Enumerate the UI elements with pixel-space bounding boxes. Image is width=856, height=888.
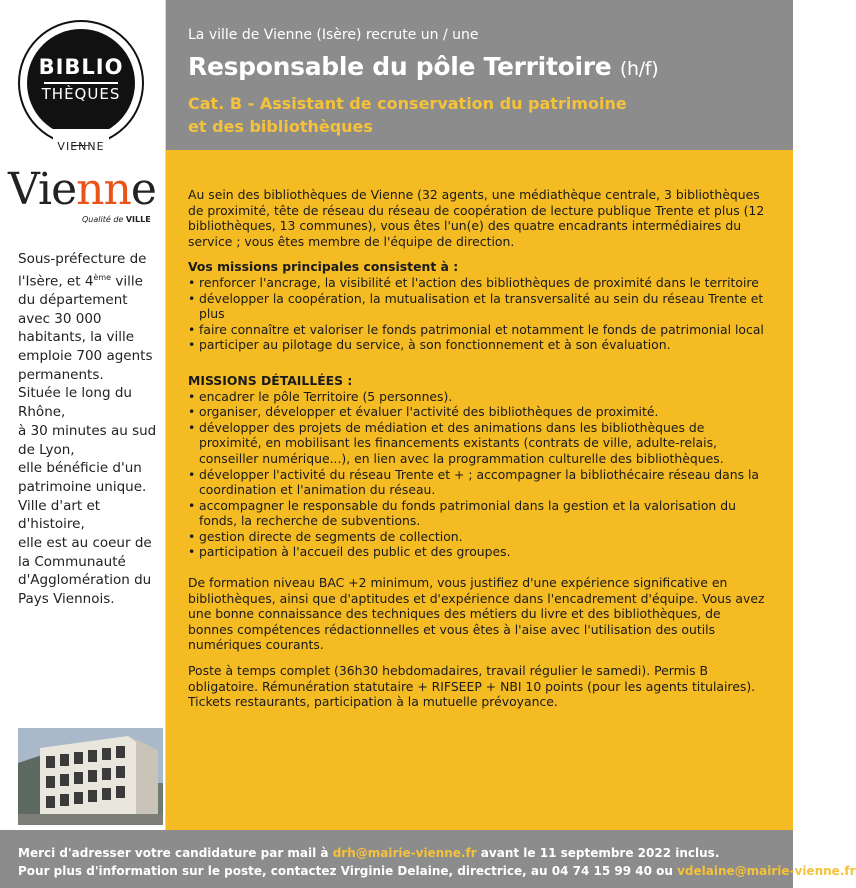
city-desc-2: ville du département avec 30 000 habitants, la ville emploie 700 agents permanents. <box>18 273 153 383</box>
detail-item: • organiser, développer et évaluer l'activité des bibliothèques de proximité. <box>188 404 766 420</box>
city-desc-4: à 30 minutes au sud de Lyon, <box>18 422 157 458</box>
intro-paragraph: Au sein des bibliothèques de Vienne (32 agents, une médiathèque centrale, 3 bibliothèques de proximité, tête de réseau du réseau de coopération de lecture publique Trente et plus (12 bibliothèques, 13 communes), vous êtes l'un(e) des quatre encadrants intermédiaires du service ; vous êtes membre de l'équipe de direction. <box>188 187 765 249</box>
footer-line2 <box>18 864 856 878</box>
vienne-tagline <box>82 215 151 224</box>
missions-heading: Vos missions principales consistent à : <box>188 259 459 275</box>
mission-item: • participer au pilotage du service, à son fonctionnement et à son évaluation. <box>188 337 766 353</box>
footer-contact-text: Pour plus d'information sur le poste, contactez Virginie Delaine, directrice, au 04 74 15 99 40 ou <box>18 864 678 878</box>
footer-before-text: avant le <box>476 846 540 860</box>
profile-paragraph: De formation niveau BAC +2 minimum, vous justifiez d'une expérience significative en bibliothèques, ainsi que d'aptitudes et d'expérience dans l'encadrement d'équipe. Vous avez une bonne connaissance des techniques des métiers du livre et des bibliothèques, de bonnes compétences rédactionnelles et vous êtes à l'aise avec l'utilisation des outils numériques courants. <box>188 575 765 653</box>
job-header <box>166 0 793 150</box>
detailed-missions-list <box>188 389 766 561</box>
tagline-suffix: VILLE <box>125 215 151 224</box>
footer-apply-text: Merci d'adresser votre candidature par mail à <box>18 846 333 860</box>
footer-line1 <box>18 846 719 860</box>
mission-item: • renforcer l'ancrage, la visibilité et l'action des bibliothèques de proximité dans le territoire <box>188 275 766 291</box>
deadline-date: 11 septembre 2022 <box>539 846 672 860</box>
logo-divider <box>44 82 118 84</box>
vienne-logo-nn: nn <box>76 164 131 215</box>
contact-email-link[interactable]: vdelaine@mairie-vienne.fr <box>677 864 856 878</box>
job-title <box>188 52 658 81</box>
recruiting-intro: La ville de Vienne (Isère) recrute un / une <box>188 27 479 43</box>
city-desc-5: elle bénéficie d'un patrimoine unique. <box>18 460 147 495</box>
mission-item: • développer la coopération, la mutualisation et la transversalité au sein du réseau Trente et plus <box>188 291 766 322</box>
job-body <box>166 150 793 830</box>
job-category-line2: et des bibliothèques <box>188 117 373 136</box>
job-description <box>188 187 766 710</box>
city-desc-1: Sous-préfecture de l'Isère, et 4 <box>18 251 147 290</box>
logo-line2: THÈQUES <box>41 85 121 103</box>
job-title-gender: (h/f) <box>619 58 659 80</box>
hr-email-link[interactable]: drh@mairie-vienne.fr <box>332 846 477 860</box>
vienne-logo <box>8 166 156 214</box>
city-desc-6: Ville d'art et d'histoire, <box>18 497 101 533</box>
missions-list <box>188 275 766 353</box>
detail-item: • participation à l'accueil des public et des groupes. <box>188 544 766 560</box>
application-footer <box>0 830 856 888</box>
city-desc-3: Située le long du Rhône, <box>18 385 132 421</box>
detail-item: • accompagner le responsable du fonds patrimonial dans la gestion et la valorisation du fonds, la recherche de subventions. <box>188 498 766 529</box>
job-category-line1: Cat. B - Assistant de conservation du patrimoine <box>188 94 627 113</box>
logo-city: VIENNE <box>57 140 105 153</box>
tagline-prefix: Qualité de <box>82 215 126 224</box>
job-title-main: Responsable du pôle Territoire <box>188 52 612 81</box>
detailed-missions-heading: MISSIONS DÉTAILLÉES : <box>188 372 353 388</box>
logo-line1: BIBLIO <box>38 55 124 79</box>
sidebar <box>0 0 166 830</box>
city-desc-7: elle est au coeur de la Communauté d'Agglomération du Pays Viennois. <box>18 535 152 608</box>
city-desc-sup: ème <box>93 272 112 282</box>
footer-inclus-text: inclus. <box>671 846 720 860</box>
library-building-image <box>18 728 163 825</box>
conditions-paragraph: Poste à temps complet (36h30 hebdomadaires, travail régulier le samedi). Permis B obligatoire. Rémunération statutaire + RIFSEEP + NBI 10 points (pour les agents titulaires). Tickets restaurants, participation à la mutuelle prévoyance. <box>188 663 756 710</box>
detail-item: • encadrer le pôle Territoire (5 personnes). <box>188 389 766 405</box>
detail-item: • gestion directe de segments de collection. <box>188 529 766 545</box>
detail-item: • développer des projets de médiation et des animations dans les bibliothèques de proximité, en mobilisant les financements existants (contrats de ville, adulte-relais, conseiller numérique...), en lien avec la programmation culturelle des bibliothèques. <box>188 420 766 467</box>
city-description <box>18 250 160 609</box>
detail-item: • développer l'activité du réseau Trente et + ; accompagner la bibliothécaire réseau dans la coordination et l'animation du réseau. <box>188 467 766 498</box>
vienne-logo-end: e <box>130 164 156 215</box>
mission-item: • faire connaître et valoriser le fonds patrimonial et notamment le fonds de patrimonial local <box>188 322 766 338</box>
vienne-logo-start: Vie <box>8 164 77 215</box>
